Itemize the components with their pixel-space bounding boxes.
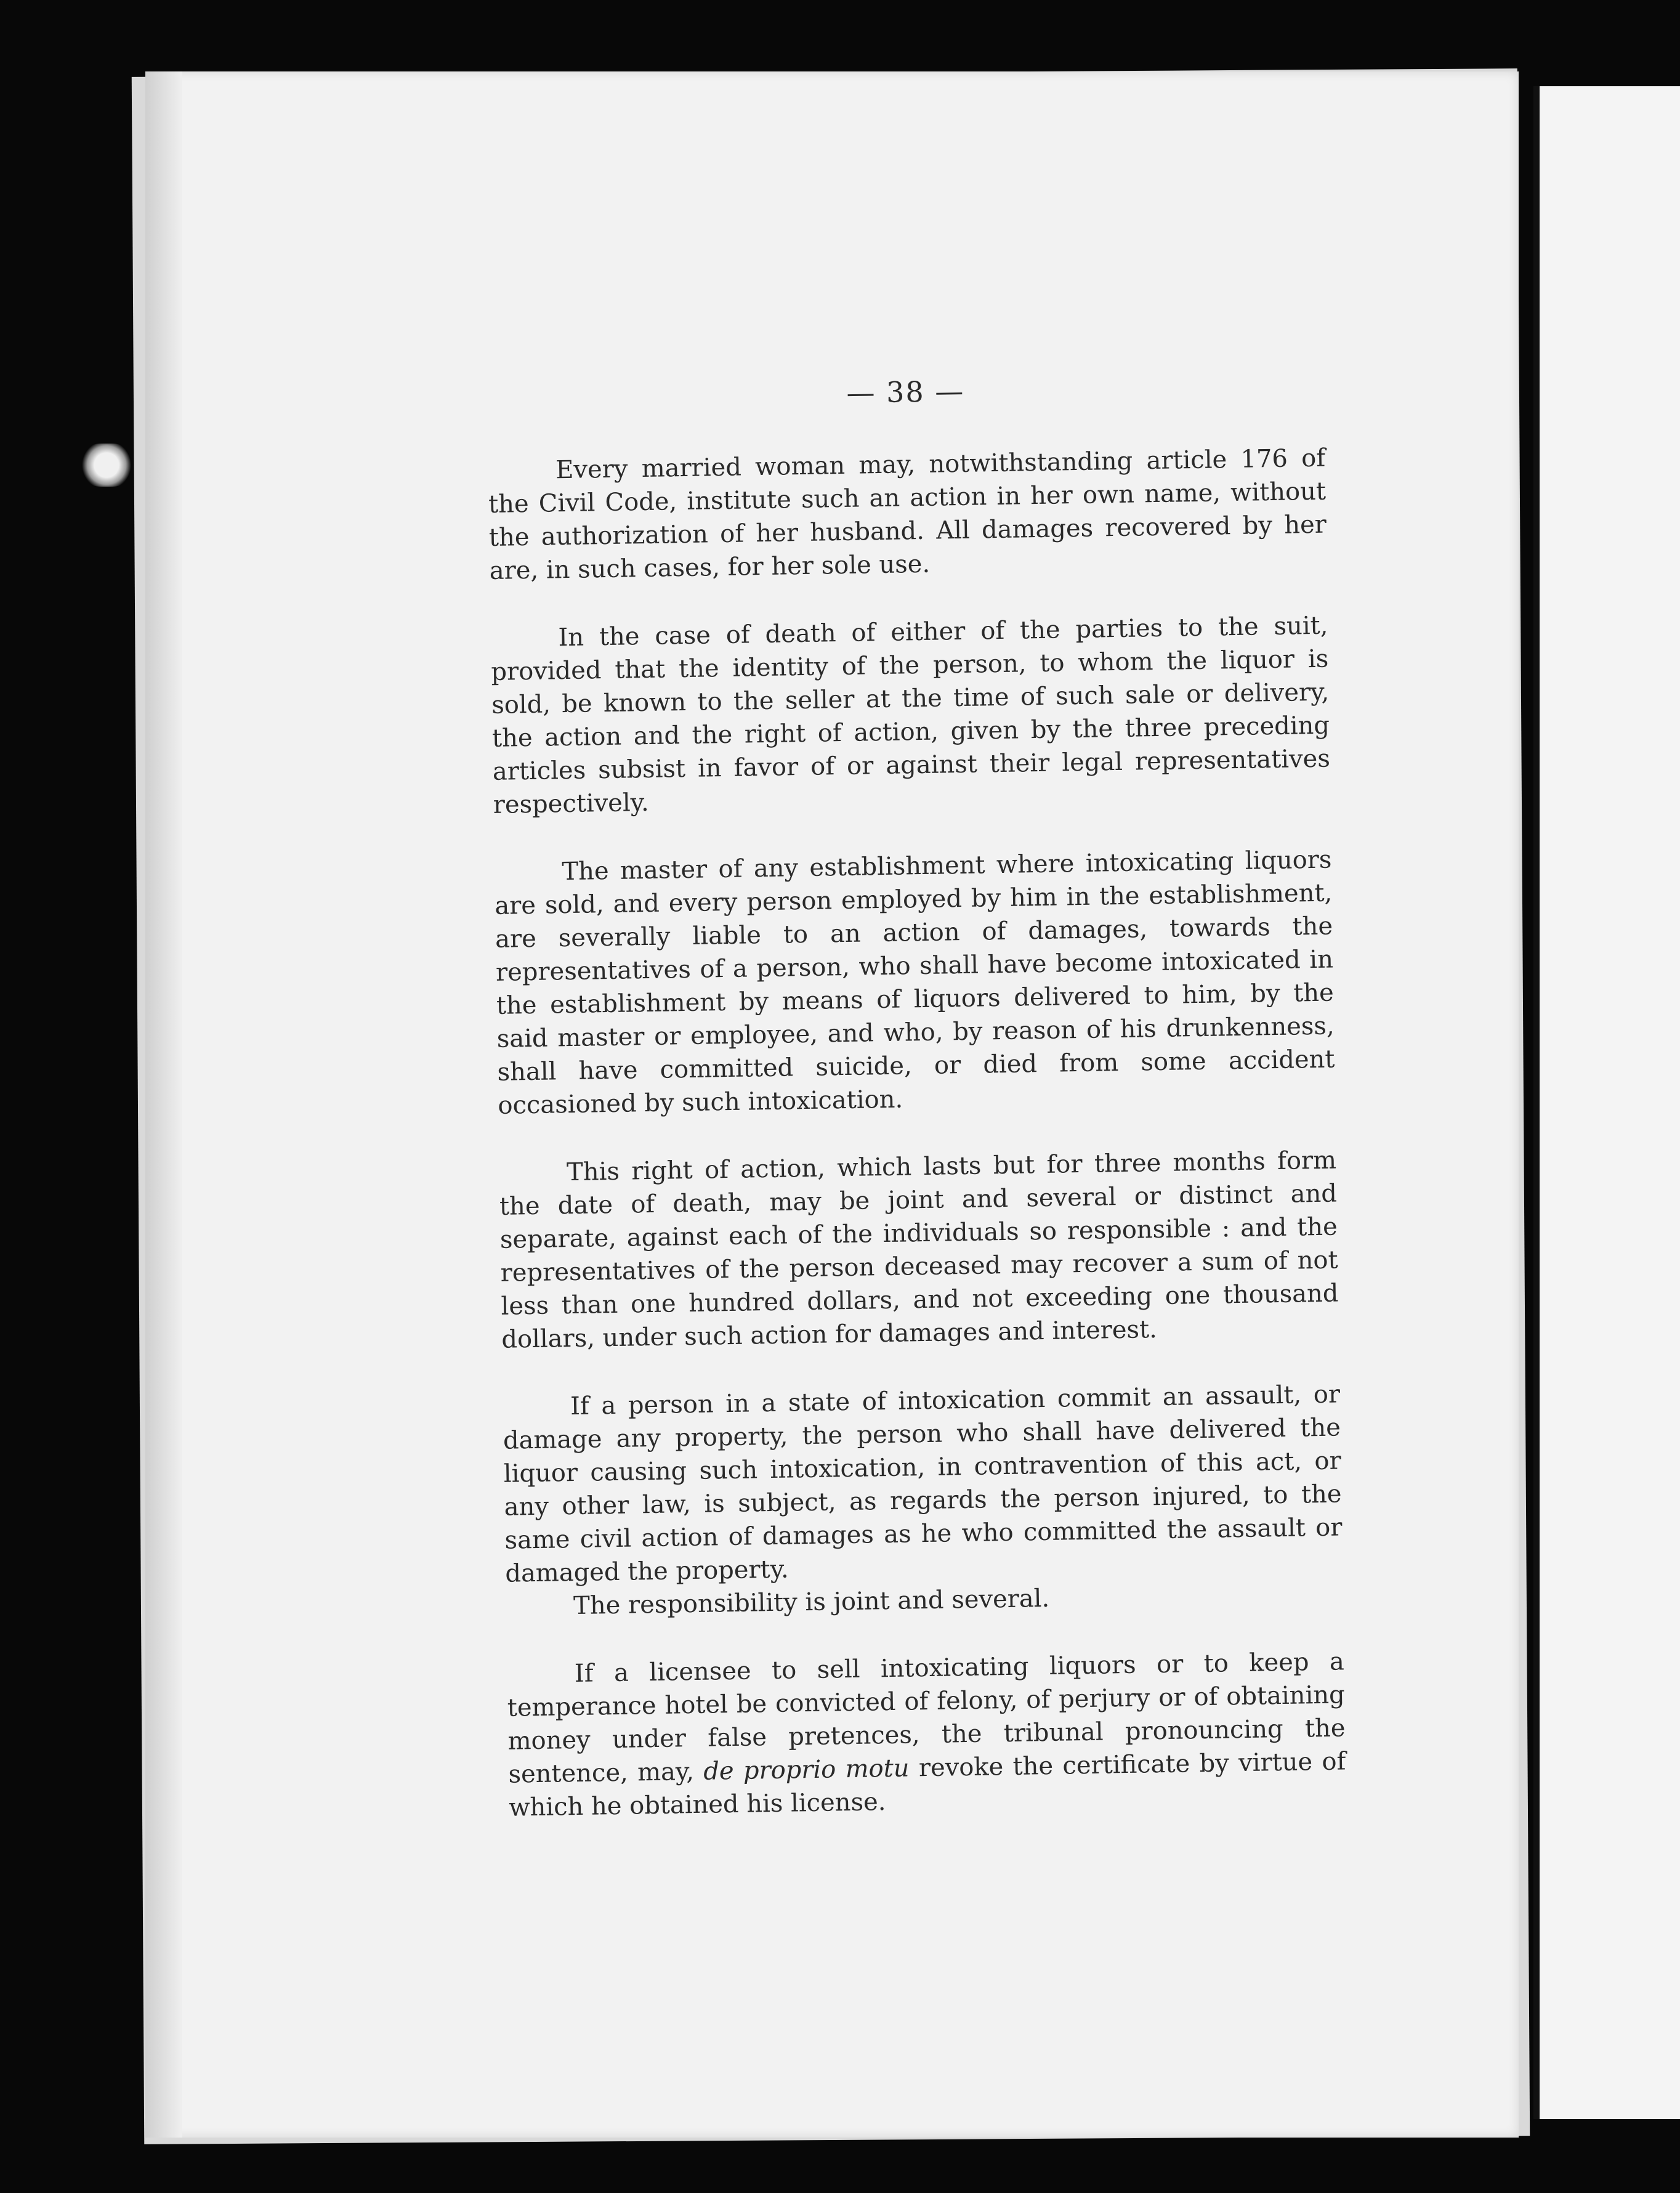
paragraph-licensee-conviction bbox=[507, 1645, 1347, 1824]
paragraph-death-of-party: In the case of death of either of the parties to the suit, provided that the identity of the person, to whom the liquor is sold, be known to the seller at the time of such sale or delivery, the action and the right of action, given by the three preceding articles subsist in favor of or against their legal representatives respectively. bbox=[491, 611, 1331, 819]
paragraph-assault-damage: If a person in a state of intoxication commit an assault, or damage any property, the person who shall have delivered the liquor causing such intoxication, in contravention of this act, or any other law, is subject, as regards the person injured, to the same civil action of damages as he who committed the assault or damaged the property. bbox=[503, 1380, 1343, 1588]
facing-page-edge bbox=[1533, 86, 1680, 2119]
paragraph-licensee-text: If a licensee to sell intoxicating liquors or to keep a temperance hotel be convicted of felony, of perjury or of obtaining money under false pretences, the tribunal pronouncing the sentence, may, bbox=[507, 1647, 1346, 1789]
paragraph-right-of-action: This right of action, which lasts but for three months form the date of death, may be joint and several or distinct and separate, against each of the individuals so responsible : and the representatives of the person deceased may recover a sum of not less than one hundred dollars, and not exceeding one thousand dollars, under such action for damages and interest. bbox=[499, 1146, 1339, 1354]
page-binding-edge bbox=[145, 71, 182, 2138]
page-number: — 38 — bbox=[846, 374, 965, 410]
paragraph-licensee-tail: revoke the certificate by virtue of which he obtained his license. bbox=[509, 1747, 1346, 1822]
page-text-block bbox=[487, 369, 1347, 1859]
paragraph-married-woman: Every married woman may, notwithstanding article 176 of the Civil Code, institute such an action in her own name, without the authorization of her husband. All damages recovered by her are, in such cases, for her sole use. bbox=[488, 444, 1327, 585]
paragraph-master-liability: The master of any establishment where intoxicating liquors are sold, and every person employed by him in the establishment, are severally liable to an action of damages, towards the representatives of a person, who shall have become intoxicated in the establishment by means of liquors delivered to him, by the said master or employee, and who, by reason of his drunkenness, shall have committed suicide, or died from some accident occasioned by such intoxication. bbox=[495, 845, 1335, 1120]
latin-phrase: de proprio motu bbox=[703, 1754, 910, 1786]
binding-hole-mark bbox=[79, 444, 134, 487]
page-gutter-line bbox=[1533, 86, 1540, 2119]
paragraph-joint-responsibility: The responsibility is joint and several. bbox=[573, 1584, 1050, 1621]
